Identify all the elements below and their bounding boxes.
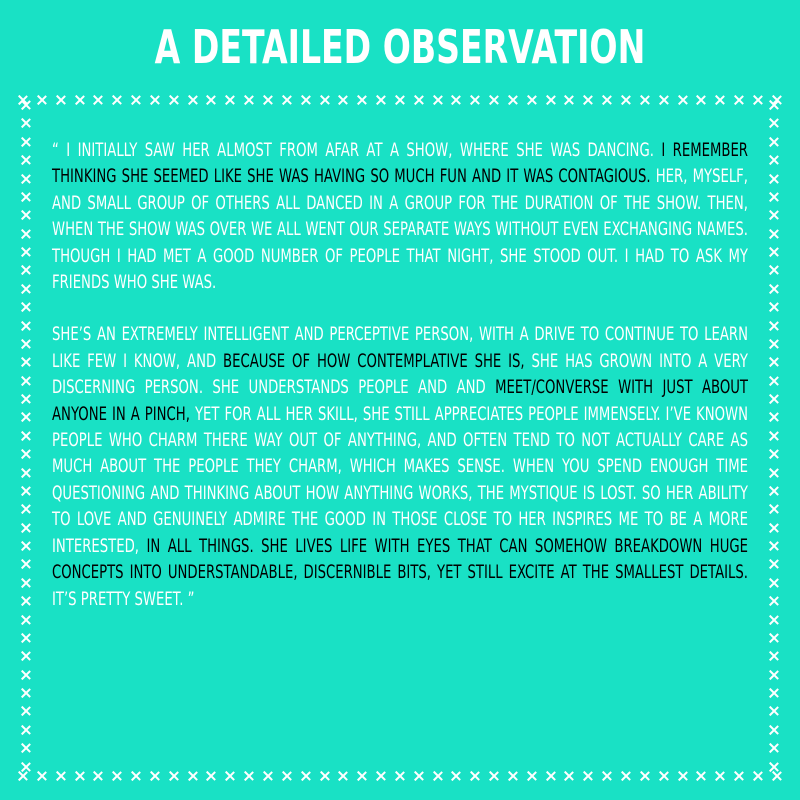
x-mark-icon	[769, 284, 779, 294]
highlighted-text: IN ALL THINGS. SHE LIVES LIFE WITH EYES THAT CAN SOMEHOW BREAKDOWN HUGE CONCEPTS INTO UNDERSTANDABLE, DISCERNIBLE BITS, YET STILL EXCITE AT THE SMALLEST DETAILS.	[52, 534, 749, 584]
page-title: A DETAILED OBSERVATION	[154, 20, 646, 74]
x-mark-icon	[734, 771, 744, 781]
x-mark-icon	[21, 247, 31, 257]
x-mark-icon	[640, 771, 650, 781]
x-mark-icon	[621, 771, 631, 781]
text-segment: SHE HAS GROWN INTO A VERY DISCERNING PERSON. SHE UNDERSTANDS PEOPLE AND AND	[52, 349, 748, 399]
x-mark-icon	[527, 95, 537, 105]
x-mark-icon	[678, 95, 688, 105]
x-mark-icon	[769, 670, 779, 680]
x-mark-icon	[470, 771, 480, 781]
x-mark-icon	[21, 449, 31, 459]
x-mark-icon	[769, 192, 779, 202]
x-mark-icon	[206, 95, 216, 105]
x-mark-icon	[21, 155, 31, 165]
paragraph	[52, 321, 748, 611]
x-mark-icon	[451, 95, 461, 105]
x-mark-icon	[734, 95, 744, 105]
x-mark-icon	[769, 118, 779, 128]
x-mark-icon	[21, 486, 31, 496]
x-mark-icon	[433, 95, 443, 105]
x-mark-icon	[244, 95, 254, 105]
x-mark-icon	[21, 670, 31, 680]
x-mark-icon	[769, 706, 779, 716]
x-mark-icon	[769, 486, 779, 496]
x-mark-icon	[21, 651, 31, 661]
x-mark-icon	[769, 523, 779, 533]
x-mark-icon	[21, 431, 31, 441]
x-mark-icon	[769, 321, 779, 331]
x-mark-icon	[21, 559, 31, 569]
x-mark-icon	[769, 229, 779, 239]
x-mark-icon	[564, 771, 574, 781]
x-mark-icon	[112, 95, 122, 105]
x-mark-icon	[282, 95, 292, 105]
border-left	[18, 100, 34, 772]
testimonial-body	[52, 137, 748, 612]
x-mark-icon	[769, 762, 779, 772]
x-mark-icon	[263, 95, 273, 105]
x-mark-icon	[21, 523, 31, 533]
x-mark-icon	[769, 357, 779, 367]
x-mark-icon	[769, 155, 779, 165]
x-mark-icon	[56, 95, 66, 105]
x-mark-icon	[21, 725, 31, 735]
x-mark-icon	[715, 771, 725, 781]
x-mark-icon	[769, 633, 779, 643]
x-mark-icon	[21, 706, 31, 716]
border-right	[766, 100, 782, 772]
x-mark-icon	[21, 541, 31, 551]
x-mark-icon	[470, 95, 480, 105]
x-mark-icon	[75, 771, 85, 781]
x-mark-icon	[583, 771, 593, 781]
x-mark-icon	[489, 95, 499, 105]
x-mark-icon	[93, 771, 103, 781]
x-mark-icon	[21, 339, 31, 349]
x-mark-icon	[21, 633, 31, 643]
x-mark-icon	[21, 192, 31, 202]
x-mark-icon	[56, 771, 66, 781]
x-mark-icon	[546, 771, 556, 781]
x-mark-icon	[18, 771, 28, 781]
x-mark-icon	[769, 688, 779, 698]
x-mark-icon	[769, 596, 779, 606]
x-mark-icon	[508, 95, 518, 105]
highlighted-text: MEET/CONVERSE WITH JUST ABOUT ANYONE IN A PINCH,	[52, 376, 749, 425]
x-mark-icon	[93, 95, 103, 105]
x-mark-icon	[21, 578, 31, 588]
x-mark-icon	[769, 615, 779, 625]
x-mark-icon	[433, 771, 443, 781]
x-mark-icon	[769, 210, 779, 220]
x-mark-icon	[169, 771, 179, 781]
border-top	[18, 92, 782, 108]
x-mark-icon	[696, 771, 706, 781]
x-mark-icon	[21, 302, 31, 312]
x-mark-icon	[150, 771, 160, 781]
x-mark-icon	[131, 95, 141, 105]
x-mark-icon	[150, 95, 160, 105]
x-mark-icon	[753, 771, 763, 781]
x-mark-icon	[769, 651, 779, 661]
x-mark-icon	[320, 95, 330, 105]
x-mark-icon	[188, 95, 198, 105]
x-mark-icon	[546, 95, 556, 105]
x-mark-icon	[769, 431, 779, 441]
x-mark-icon	[21, 688, 31, 698]
x-mark-icon	[451, 771, 461, 781]
x-mark-icon	[659, 771, 669, 781]
x-mark-icon	[338, 771, 348, 781]
x-mark-icon	[21, 357, 31, 367]
x-mark-icon	[769, 394, 779, 404]
x-mark-icon	[395, 771, 405, 781]
x-mark-icon	[769, 376, 779, 386]
x-mark-icon	[21, 743, 31, 753]
x-mark-icon	[769, 559, 779, 569]
x-mark-icon	[21, 762, 31, 772]
x-mark-icon	[301, 771, 311, 781]
x-mark-icon	[21, 412, 31, 422]
testimonial-text	[52, 137, 748, 638]
x-mark-icon	[753, 95, 763, 105]
x-mark-icon	[75, 95, 85, 105]
x-mark-icon	[21, 174, 31, 184]
highlighted-text: BECAUSE OF HOW CONTEMPLATIVE SHE IS,	[223, 349, 525, 372]
text-segment: IT’S PRETTY SWEET. ”	[52, 587, 195, 610]
x-mark-icon	[395, 95, 405, 105]
x-mark-icon	[769, 578, 779, 588]
x-mark-icon	[357, 95, 367, 105]
paragraph	[52, 137, 748, 295]
x-mark-icon	[21, 596, 31, 606]
x-mark-icon	[696, 95, 706, 105]
x-mark-icon	[21, 100, 31, 110]
x-mark-icon	[338, 95, 348, 105]
x-mark-icon	[21, 118, 31, 128]
x-mark-icon	[769, 468, 779, 478]
x-mark-icon	[769, 247, 779, 257]
x-mark-icon	[21, 615, 31, 625]
x-mark-icon	[527, 771, 537, 781]
x-mark-icon	[37, 95, 47, 105]
border-bottom	[18, 768, 782, 784]
x-mark-icon	[583, 95, 593, 105]
x-mark-icon	[21, 321, 31, 331]
text-segment: HER, MYSELF, AND SMALL GROUP OF OTHERS ALL DANCED IN A GROUP FOR THE DURATION OF THE SHOW. THEN, WHEN THE SHOW WAS OVER WE ALL WENT OUR SEPARATE WAYS WITHOUT EVEN EXCHANGING NAMES. THOUGH I HAD MET A GOOD NUMBER OF PEOPLE THAT NIGHT, SHE STOOD OUT. I HAD TO ASK MY FRIENDS WHO SHE WAS.	[52, 165, 748, 294]
x-mark-icon	[769, 174, 779, 184]
x-mark-icon	[131, 771, 141, 781]
x-mark-icon	[769, 743, 779, 753]
x-mark-icon	[602, 771, 612, 781]
text-segment: “ I INITIALLY SAW HER ALMOST FROM AFAR AT A SHOW, WHERE SHE WAS DANCING.	[52, 139, 662, 161]
x-mark-icon	[225, 771, 235, 781]
x-mark-icon	[769, 504, 779, 514]
x-mark-icon	[188, 771, 198, 781]
x-mark-icon	[282, 771, 292, 781]
x-mark-icon	[414, 95, 424, 105]
x-mark-icon	[772, 771, 782, 781]
x-mark-icon	[489, 771, 499, 781]
x-mark-icon	[263, 771, 273, 781]
x-mark-icon	[357, 771, 367, 781]
x-mark-icon	[564, 95, 574, 105]
x-mark-icon	[21, 376, 31, 386]
x-mark-icon	[206, 771, 216, 781]
x-mark-icon	[21, 504, 31, 514]
x-mark-icon	[769, 541, 779, 551]
x-mark-icon	[678, 771, 688, 781]
x-mark-icon	[769, 339, 779, 349]
x-mark-icon	[21, 468, 31, 478]
x-mark-icon	[715, 95, 725, 105]
x-mark-icon	[769, 725, 779, 735]
x-mark-icon	[21, 284, 31, 294]
x-mark-icon	[37, 771, 47, 781]
x-mark-icon	[21, 137, 31, 147]
x-mark-icon	[376, 95, 386, 105]
x-mark-icon	[320, 771, 330, 781]
x-mark-icon	[602, 95, 612, 105]
x-mark-icon	[640, 95, 650, 105]
x-mark-icon	[244, 771, 254, 781]
x-mark-icon	[769, 100, 779, 110]
highlighted-text: I REMEMBER THINKING SHE SEEMED LIKE SHE WAS HAVING SO MUCH FUN AND IT WAS CONTAGIOUS.	[52, 139, 748, 188]
x-mark-icon	[769, 302, 779, 312]
x-mark-icon	[659, 95, 669, 105]
x-mark-icon	[225, 95, 235, 105]
x-mark-icon	[414, 771, 424, 781]
x-mark-icon	[769, 137, 779, 147]
x-mark-icon	[21, 394, 31, 404]
x-mark-icon	[112, 771, 122, 781]
x-mark-icon	[769, 449, 779, 459]
text-segment: SHE’S AN EXTREMELY INTELLIGENT AND PERCEPTIVE PERSON, WITH A DRIVE TO CONTINUE TO LEARN LIKE FEW I KNOW, AND	[52, 323, 748, 372]
x-mark-icon	[621, 95, 631, 105]
x-mark-icon	[376, 771, 386, 781]
x-mark-icon	[169, 95, 179, 105]
x-mark-icon	[21, 229, 31, 239]
x-mark-icon	[769, 412, 779, 422]
text-segment: YET FOR ALL HER SKILL, SHE STILL APPRECIATES PEOPLE IMMENSELY. I’VE KNOWN PEOPLE WHO CHARM THERE WAY OUT OF ANYTHING, AND OFTEN TEND TO NOT ACTUALLY CARE AS MUCH ABOUT THE PEOPLE THEY CHARM, WHICH MAKES SENSE. WHEN YOU SPEND ENOUGH TIME QUESTIONING AND THINKING ABOUT HOW ANYTHING WORKS, THE MYSTIQUE IS LOST. SO HER ABILITY TO LOVE AND GENUINELY ADMIRE THE GOOD IN THOSE CLOSE TO HER INSPIRES ME TO BE A MORE INTERESTED,	[52, 402, 749, 557]
x-mark-icon	[769, 265, 779, 275]
x-mark-icon	[21, 210, 31, 220]
x-mark-icon	[21, 265, 31, 275]
x-mark-icon	[508, 771, 518, 781]
x-mark-icon	[301, 95, 311, 105]
